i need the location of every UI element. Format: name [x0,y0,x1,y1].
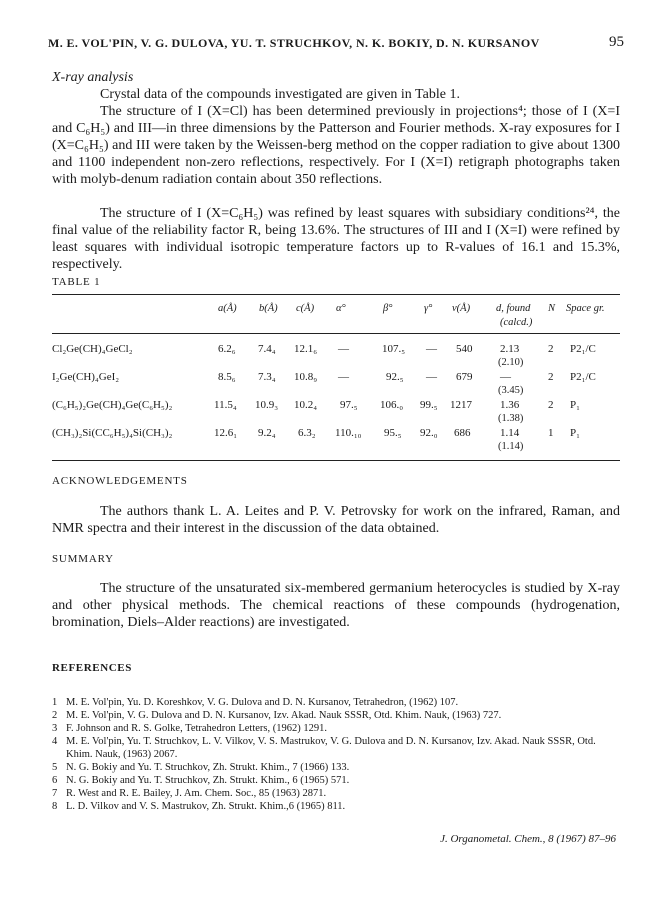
row-c: 10.2₄ [294,399,318,411]
xray-paragraph-3: The structure of I (X=C₆H₅) was refined by least squares with subsidiary conditions²⁴, the final value of the reliability factor R, being 13.6%. The structures of III and I (X=I) were refined by least squares with individual isotropic temperature factors up to R-values of 16.1 and 15.3%, respectively. [52,206,620,272]
reference-item: 2 M. E. Vol'pin, V. G. Dulova and D. N. Kursanov, Izv. Akad. Nauk SSSR, Otd. Khim. Nauk, (1963) 727. [52,710,502,721]
row-density: 1.36 [500,399,520,411]
row-gamma: 99.₅ [420,399,438,411]
header-n: N [548,303,556,314]
header-space-group: Space gr. [566,303,605,314]
row-a: 12.6₁ [214,427,238,439]
reference-item: 5 N. G. Bokiy and Yu. T. Struchkov, Zh. Strukt. Khim., 7 (1966) 133. [52,762,350,773]
acknowledgements-text: The authors thank L. A. Leites and P. V. Petrovsky for work on the infrared, Raman, and NMR spectra and their interest in the discussion of the data obtained. [52,504,620,536]
row-c: 6.3₂ [298,427,316,439]
header-c: c(Å) [296,303,315,314]
row-density-calcd: (2.10) [498,357,524,368]
row-compound: I₂Ge(CH)₄GeI₂ [52,371,120,383]
reference-list [52,696,622,813]
row-gamma: 92.₀ [420,427,438,439]
summary-heading: SUMMARY [52,553,114,565]
reference-item: 6 N. G. Bokiy and Yu. T. Struchkov, Zh. Strukt. Khim., 6 (1965) 571. [52,775,350,786]
row-b: 9.2₄ [258,427,276,439]
reference-item: 3 F. Johnson and R. S. Golke, Tetrahedron Letters, (1962) 1291. [52,723,327,734]
header-gamma: γ° [424,303,433,314]
row-gamma: — [426,343,437,355]
header-a: a(Å) [218,303,237,314]
section-title-xray: X-ray analysis [52,70,134,85]
header-authors: M. E. VOL'PIN, V. G. DULOVA, YU. T. STRUCHKOV, N. K. BOKIY, D. N. KURSANOV [48,36,540,50]
row-space-group: P₁ [570,427,580,439]
reference-item: 1 M. E. Vol'pin, Yu. D. Koreshkov, V. G. Dulova and D. N. Kursanov, Tetrahedron, (1962) 107. [52,697,459,708]
row-n: 2 [548,371,554,383]
header-b: b(Å) [259,303,278,314]
row-volume: 679 [456,371,473,383]
row-density: — [500,371,511,383]
row-space-group: P₁ [570,399,580,411]
row-beta: 107.₅ [382,343,406,355]
row-density-calcd: (3.45) [498,385,524,396]
row-density: 1.14 [500,427,520,439]
header-beta: β° [383,303,393,314]
row-a: 8.5₆ [218,371,236,383]
header-volume: v(Å) [452,303,471,314]
row-space-group: P2₁/C [570,371,596,383]
references-heading: REFERENCES [52,662,132,674]
reference-item: 8 L. D. Vilkov and V. S. Mastrukov, Zh. Strukt. Khim.,6 (1965) 811. [52,801,346,812]
row-b: 7.4₄ [258,343,276,355]
row-space-group: P2₁/C [570,343,596,355]
header-density-sub: (calcd.) [500,317,533,328]
table-header-rule [52,333,620,334]
row-density: 2.13 [500,343,520,355]
header-density: d, found [496,303,531,314]
row-c: 10.8₉ [294,371,318,383]
table-bottom-rule [52,460,620,461]
row-beta: 92.₅ [386,371,404,383]
row-volume: 686 [454,427,471,439]
table-top-rule [52,294,620,295]
row-gamma: — [426,371,437,383]
row-volume: 1217 [450,399,472,411]
row-alpha: 97.₅ [340,399,358,411]
row-c: 12.1₆ [294,343,318,355]
row-beta: 106.₀ [380,399,404,411]
reference-item: 4 M. E. Vol'pin, Yu. T. Struchkov, L. V. Vilkov, V. S. Mastrukov, V. G. Dulova and D. N. Kursanov, Izv. Akad. Nauk SSSR, Otd. Khim. Nauk, (1963) 2067. [52,736,596,760]
row-compound: Cl₂Ge(CH)₄GeCl₂ [52,343,133,355]
reference-item: 7 R. West and R. E. Bailey, J. Am. Chem. Soc., 85 (1963) 2871. [52,788,327,799]
row-a: 6.2₆ [218,343,236,355]
row-volume: 540 [456,343,473,355]
xray-paragraph-1: Crystal data of the compounds investigated are given in Table 1. [100,87,460,102]
row-alpha: — [338,343,349,355]
acknowledgements-heading: ACKNOWLEDGEMENTS [52,475,188,487]
row-n: 2 [548,343,554,355]
row-beta: 95.₅ [384,427,402,439]
row-alpha: — [338,371,349,383]
row-density-calcd: (1.14) [498,441,524,452]
row-n: 1 [548,427,554,439]
row-compound: (C₆H₅)₂Ge(CH)₄Ge(C₆H₅)₂ [52,399,173,411]
page-number: 95 [609,34,624,50]
row-b: 10.9₃ [255,399,279,411]
summary-text: The structure of the unsaturated six-membered germanium heterocycles is studied by X-ray and other physical methods. The chemical reactions of these compounds (hydrogenation, bromination, Diels–Alder reactions) are investigated. [52,581,620,630]
row-compound: (CH₃)₂Si(CC₆H₅)₄Si(CH₃)₂ [52,427,173,439]
row-alpha: 110.₁₀ [335,427,362,439]
row-b: 7.3₄ [258,371,276,383]
xray-paragraph-2: The structure of I (X=Cl) has been determined previously in projections⁴; those of I (X=I and C₆H₅) and III—in three dimensions by the Patterson and Fourier methods. X-ray exposures for I (X=C₆H₅) and III were taken by the Weissen-berg method on the copper radiation to give about 1300 and 1100 independent non-zero reflections, respectively. For I (X=I) retigraph photographs taken with molyb-denum radiation contain about 350 reflections. [52,104,620,187]
header-alpha: α° [336,303,346,314]
running-header [48,36,624,51]
table-label: TABLE 1 [52,276,101,288]
journal-citation: J. Organometal. Chem., 8 (1967) 87–96 [440,833,616,845]
row-a: 11.5₄ [214,399,237,411]
row-n: 2 [548,399,554,411]
row-density-calcd: (1.38) [498,413,524,424]
